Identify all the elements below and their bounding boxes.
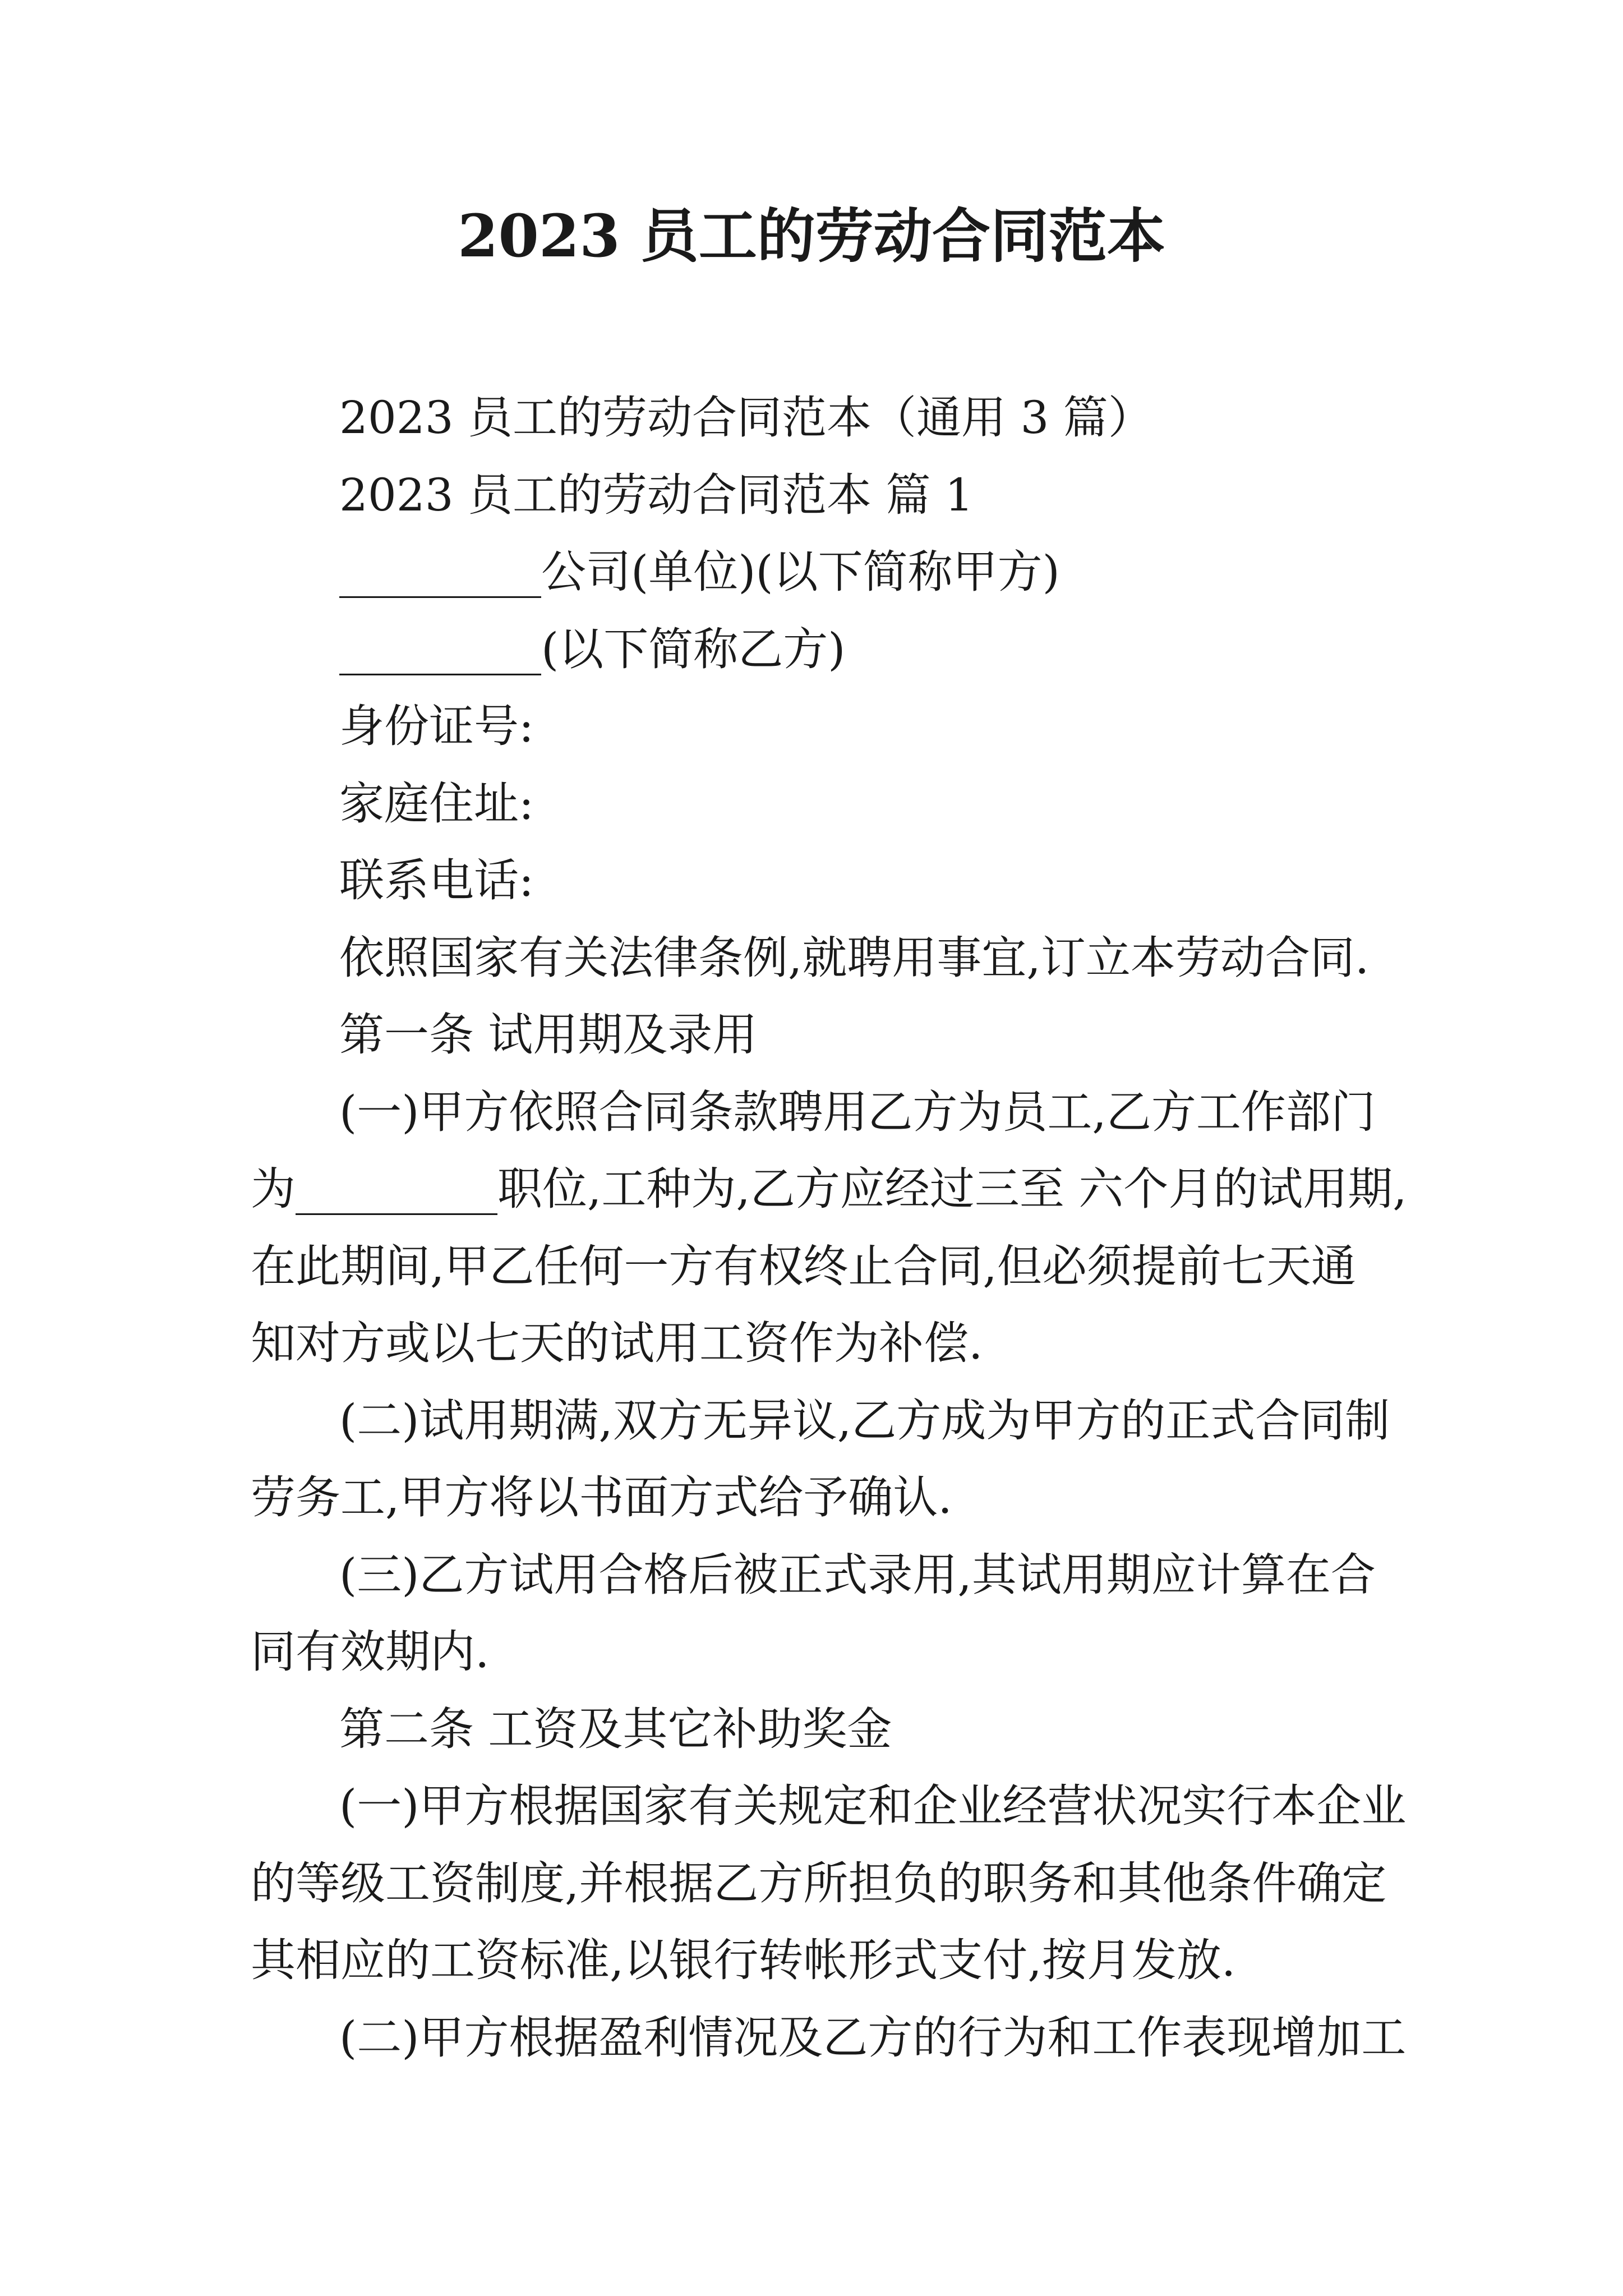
doc-line: 2023 员工的劳动合同范本 篇 1 xyxy=(339,468,974,521)
doc-line: (一)甲方根据国家有关规定和企业经营状况实行本企业 xyxy=(339,1780,1407,1832)
home-address-field xyxy=(251,765,1417,843)
doc-line: 依照国家有关法律条例,就聘用事宜,订立本劳动合同. xyxy=(339,931,1370,984)
doc-line: 身份证号: xyxy=(339,700,534,752)
doc-line: 家庭住址: xyxy=(339,777,534,830)
clause-paragraph xyxy=(251,1074,1417,1382)
subtitle-paragraph xyxy=(251,379,1417,457)
id-number-field xyxy=(251,688,1417,765)
clause-paragraph xyxy=(251,1382,1417,1536)
doc-line: 第二条 工资及其它补助奖金 xyxy=(339,1703,892,1755)
document-title: 2023 员工的劳动合同范本 xyxy=(458,201,1165,270)
article-heading xyxy=(251,1691,1417,1768)
doc-line: 知对方或以七天的试用工资作为补偿. xyxy=(251,1317,983,1369)
preamble-paragraph xyxy=(251,919,1417,997)
doc-line: 联系电话: xyxy=(339,854,534,907)
doc-line: 第一条 试用期及录用 xyxy=(339,1009,758,1061)
doc-line: 同有效期内. xyxy=(251,1626,490,1678)
phone-field xyxy=(251,842,1417,919)
doc-line: (二)试用期满,双方无异议,乙方成为甲方的正式合同制 xyxy=(339,1394,1390,1447)
doc-line: 2023 员工的劳动合同范本（通用 3 篇） xyxy=(339,392,1153,444)
doc-line: _________(以下简称乙方) xyxy=(339,623,846,675)
party-b-field xyxy=(251,611,1417,688)
doc-line: (二)甲方根据盈利情况及乙方的行为和工作表现增加工 xyxy=(339,2011,1407,2064)
doc-line: 为_________职位,工种为,乙方应经过三至 六个月的试用期, xyxy=(251,1163,1407,1215)
doc-line: 其相应的工资标准,以银行转帐形式支付,按月发放. xyxy=(251,1934,1236,1986)
party-a-field xyxy=(251,533,1417,611)
doc-line: _________公司(单位)(以下简称甲方) xyxy=(339,546,1060,598)
clause-paragraph xyxy=(251,1536,1417,1691)
doc-line: (一)甲方依照合同条款聘用乙方为员工,乙方工作部门 xyxy=(339,1085,1376,1138)
doc-line: 劳务工,甲方将以书面方式给予确认. xyxy=(251,1471,952,1524)
clause-paragraph xyxy=(251,1768,1417,1999)
doc-line: 的等级工资制度,并根据乙方所担负的职务和其他条件确定 xyxy=(251,1857,1387,1910)
section-heading xyxy=(251,457,1417,534)
doc-line: 在此期间,甲乙任何一方有权终止合同,但必须提前七天通 xyxy=(251,1240,1356,1292)
article-heading xyxy=(251,996,1417,1074)
doc-line: (三)乙方试用合格后被正式录用,其试用期应计算在合 xyxy=(339,1548,1376,1601)
clause-paragraph xyxy=(251,1999,1417,2077)
document-body xyxy=(251,379,1417,2076)
